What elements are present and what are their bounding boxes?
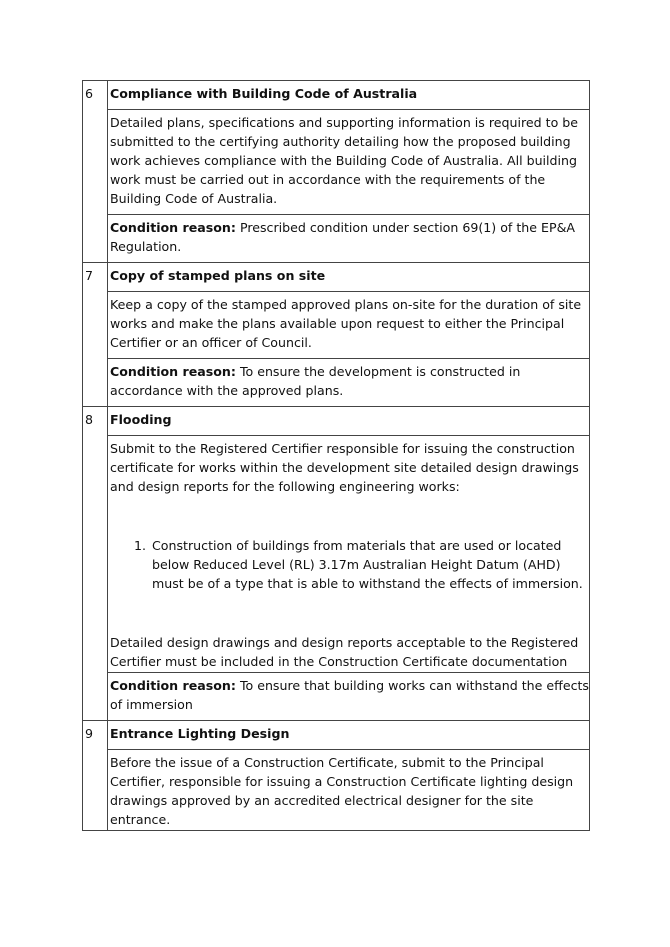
condition-reason xyxy=(108,359,590,407)
engineering-works-list xyxy=(110,536,589,593)
condition-reason-text: Prescribed condition under section 69(1) of the EP&A Regulation. xyxy=(110,220,576,254)
condition-title: Compliance with Building Code of Australia xyxy=(108,81,590,110)
condition-6-body-row xyxy=(83,110,590,215)
condition-body xyxy=(108,750,590,831)
condition-6-title-row xyxy=(83,81,590,110)
condition-reason-text: To ensure that building works can withstand the effects of immersion xyxy=(110,678,589,712)
condition-title: Entrance Lighting Design xyxy=(108,721,590,750)
condition-reason-label: Condition reason: xyxy=(110,364,236,379)
condition-9-title-row xyxy=(83,721,590,750)
condition-7-body-row xyxy=(83,292,590,359)
condition-8-reason-row xyxy=(83,673,590,721)
condition-reason-label: Condition reason: xyxy=(110,678,236,693)
condition-7-title-row xyxy=(83,263,590,292)
condition-body-outro: Detailed design drawings and design reports acceptable to the Registered Certifier must be included in the Construction Certificate documentation xyxy=(110,635,579,669)
conditions-table xyxy=(82,80,590,831)
condition-number: 8 xyxy=(83,407,108,721)
condition-reason-text: To ensure the development is constructed in accordance with the approved plans. xyxy=(110,364,521,398)
condition-body xyxy=(108,110,590,215)
condition-title: Flooding xyxy=(108,407,590,436)
condition-number: 6 xyxy=(83,81,108,263)
condition-7-reason-row xyxy=(83,359,590,407)
list-item: 1. Construction of buildings from materials that are used or located below Reduced Level (RL) 3.17m Australian Height Datum (AHD) must be of a type that is able to withstand the effects of immersion. xyxy=(150,536,589,593)
condition-reason xyxy=(108,673,590,721)
condition-body xyxy=(108,436,590,673)
condition-body-text: Before the issue of a Construction Certificate, submit to the Principal Certifier, responsible for issuing a Construction Certificate lighting design drawings approved by an accredited electrical designer for the site entrance. xyxy=(110,755,574,827)
condition-8-title-row xyxy=(83,407,590,436)
condition-body-intro: Submit to the Registered Certifier responsible for issuing the construction certificate for works within the development site detailed design drawings and design reports for the following engineering works: xyxy=(110,441,579,494)
condition-body xyxy=(108,292,590,359)
condition-number: 7 xyxy=(83,263,108,407)
condition-number: 9 xyxy=(83,721,108,831)
condition-reason xyxy=(108,215,590,263)
condition-reason-label: Condition reason: xyxy=(110,220,236,235)
condition-6-reason-row xyxy=(83,215,590,263)
condition-8-body-row xyxy=(83,436,590,673)
condition-body-text: Detailed plans, specifications and supporting information is required to be submitted to the certifying authority detailing how the proposed building work achieves compliance with the Building Code of Australia. All building work must be carried out in accordance with the requirements of the Building Code of Australia. xyxy=(110,115,579,206)
condition-9-body-row xyxy=(83,750,590,831)
condition-body-text: Keep a copy of the stamped approved plans on-site for the duration of site works and make the plans available upon request to either the Principal Certifier or an officer of Council. xyxy=(110,297,582,350)
condition-title: Copy of stamped plans on site xyxy=(108,263,590,292)
